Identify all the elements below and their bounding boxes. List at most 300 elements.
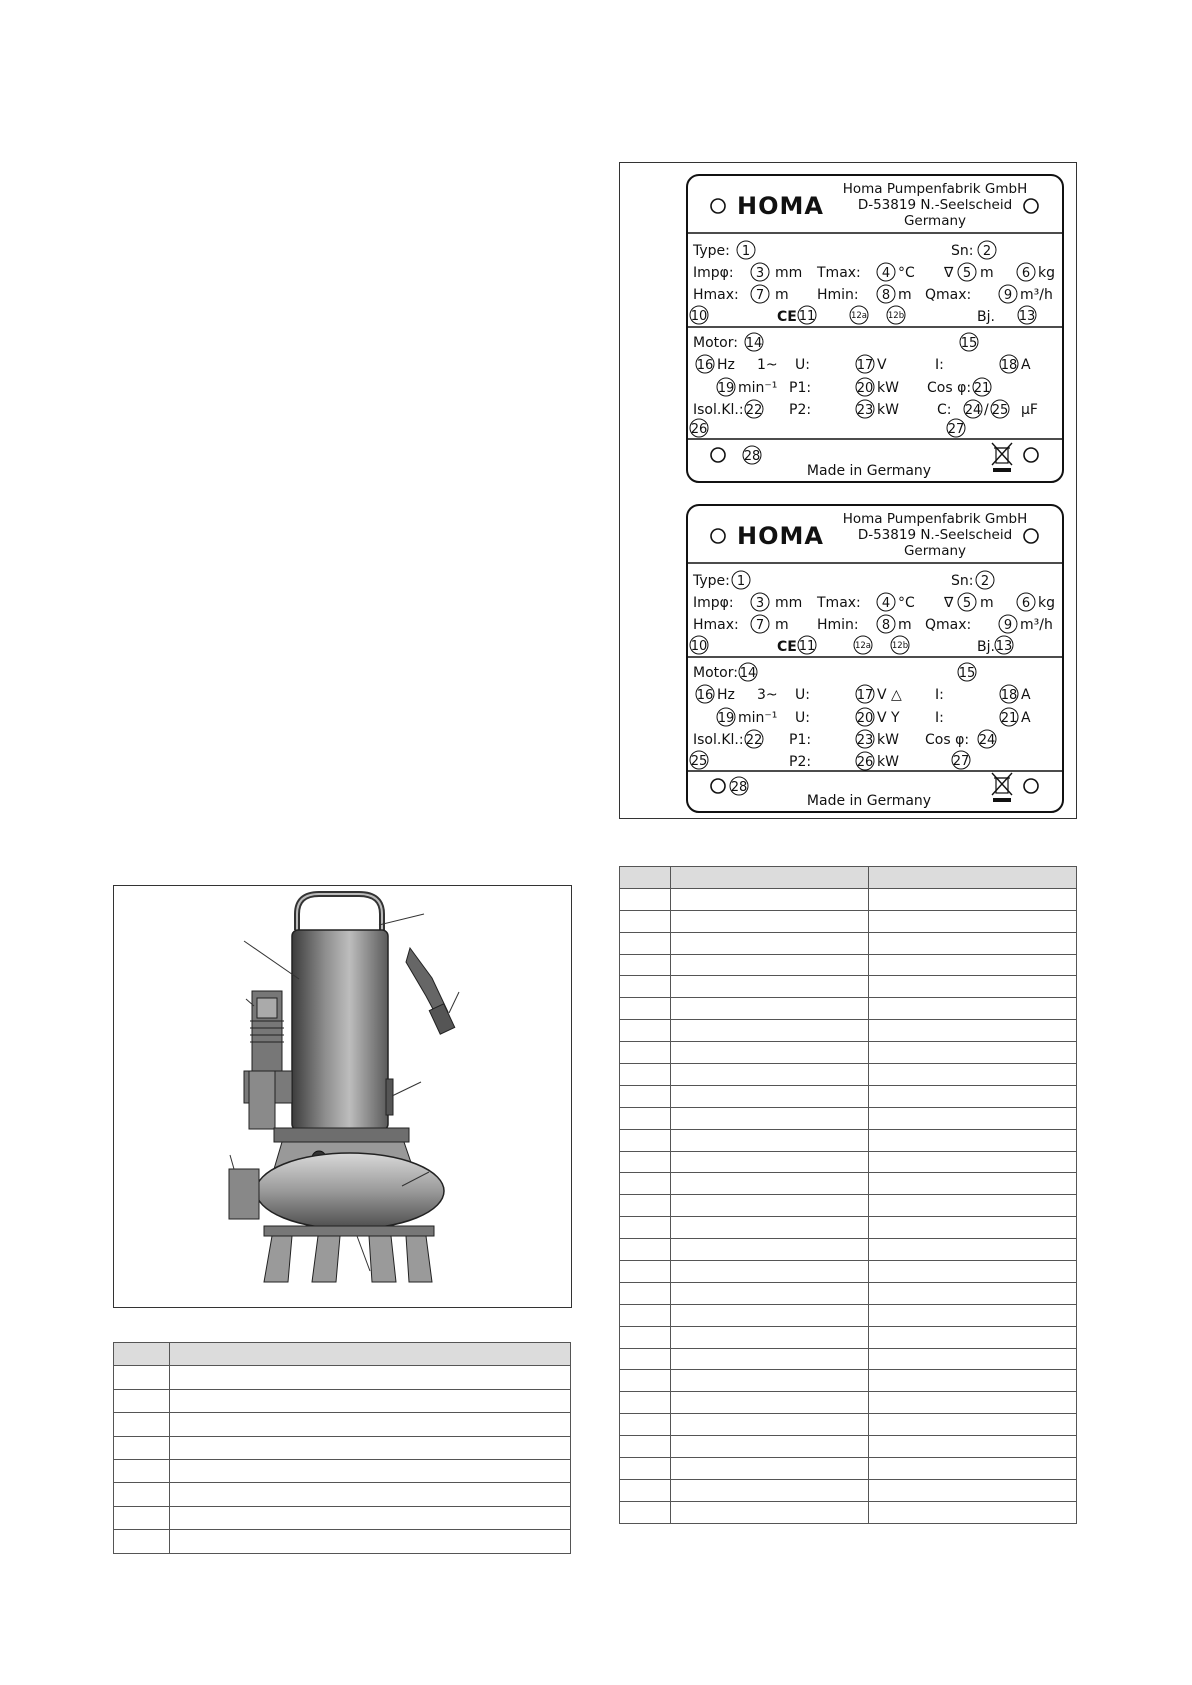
table-cell (620, 1392, 671, 1414)
label-p2: P2: (789, 754, 812, 770)
svg-text:1: 1 (736, 574, 746, 589)
table-header-row (620, 867, 1077, 889)
unit-m3h: m³/h (1020, 617, 1053, 633)
table-cell (620, 1064, 671, 1086)
unit-kw: kW (877, 732, 899, 748)
unit-v-star: V Y (877, 710, 900, 726)
parts-table (113, 1342, 571, 1554)
svg-text:14: 14 (745, 336, 763, 351)
table-cell (620, 998, 671, 1020)
table-cell (671, 1261, 869, 1283)
table-row (620, 1348, 1077, 1370)
unit-v-delta: V △ (877, 687, 902, 703)
table-row (620, 1261, 1077, 1283)
table-row (620, 1479, 1077, 1501)
header-cell (170, 1343, 571, 1366)
label-p1: P1: (789, 380, 812, 396)
svg-text:3: 3 (755, 266, 765, 281)
table-cell (620, 1020, 671, 1042)
label-hmin: Hmin: (817, 617, 859, 633)
svg-text:6: 6 (1021, 596, 1031, 611)
ce-mark-icon: CE (777, 639, 797, 655)
svg-text:8: 8 (881, 288, 891, 303)
svg-text:18: 18 (1000, 358, 1018, 373)
svg-text:22: 22 (745, 403, 763, 418)
mounting-hole-icon (1024, 448, 1038, 462)
table-cell (869, 888, 1077, 910)
table-cell (869, 1107, 1077, 1129)
float-switch (406, 948, 455, 1034)
table-row (620, 1173, 1077, 1195)
label-phase: 1~ (757, 357, 778, 373)
svg-text:1: 1 (741, 244, 751, 259)
svg-text:7: 7 (755, 618, 765, 633)
callout-12b (887, 306, 905, 324)
callout-18 (1000, 355, 1018, 373)
table-cell (869, 1304, 1077, 1326)
svg-text:17: 17 (856, 688, 874, 703)
callout-13 (1018, 306, 1036, 324)
callout-13 (995, 636, 1013, 654)
svg-text:12b: 12b (891, 641, 909, 651)
label-qmax: Qmax: (925, 617, 972, 633)
callout-7 (751, 285, 769, 303)
table-cell (869, 1173, 1077, 1195)
callout-2 (976, 571, 994, 589)
table-cell (869, 1042, 1077, 1064)
table-cell (869, 1348, 1077, 1370)
svg-text:4: 4 (881, 266, 891, 281)
label-hmax: Hmax: (693, 287, 739, 303)
header-cell (114, 1343, 170, 1366)
label-hmax: Hmax: (693, 617, 739, 633)
table-cell (869, 1020, 1077, 1042)
callout-16 (696, 685, 714, 703)
label-imp: Impφ: (693, 265, 734, 281)
table-cell (671, 1458, 869, 1480)
table-cell (869, 1195, 1077, 1217)
table-cell (620, 1282, 671, 1304)
svg-text:19: 19 (717, 711, 735, 726)
unit-hz: Hz (717, 357, 735, 373)
svg-text:11: 11 (798, 309, 816, 324)
water-level-icon: ∇ (944, 265, 954, 281)
company-address: D-53819 N.-Seelscheid (857, 197, 1013, 213)
table-cell (671, 1392, 869, 1414)
table-cell (869, 1085, 1077, 1107)
header-cell (620, 867, 671, 889)
table-cell (869, 932, 1077, 954)
svg-text:10: 10 (690, 309, 708, 324)
table-cell (114, 1436, 170, 1459)
mounting-hole-icon (711, 448, 725, 462)
label-tmax: Tmax: (817, 265, 861, 281)
svg-text:13: 13 (1018, 309, 1036, 324)
made-in-germany: Made in Germany (806, 793, 932, 809)
callout-12a (854, 636, 872, 654)
table-row (620, 1414, 1077, 1436)
label-c: C: (937, 402, 952, 418)
unit-m3h: m³/h (1020, 287, 1053, 303)
table-cell (620, 1458, 671, 1480)
table-cell (114, 1530, 170, 1553)
table-cell (620, 976, 671, 998)
table-cell (620, 1326, 671, 1348)
homa-logo: HOMA (737, 192, 824, 220)
label-qmax: Qmax: (925, 287, 972, 303)
unit-m: m (775, 287, 789, 303)
svg-text:19: 19 (717, 381, 735, 396)
slash: / (984, 402, 989, 418)
mounting-hole-icon (711, 199, 725, 213)
callout-1 (737, 241, 755, 259)
label-hmin: Hmin: (817, 287, 859, 303)
table-cell (671, 1195, 869, 1217)
callout-15 (958, 663, 976, 681)
unit-m: m (980, 595, 994, 611)
weee-bin-icon (992, 773, 1012, 802)
callout-19 (717, 378, 735, 396)
svg-text:10: 10 (690, 639, 708, 654)
volute-casing (256, 1153, 444, 1229)
table-cell (620, 1173, 671, 1195)
nameplates-svg (620, 163, 1076, 818)
table-cell (114, 1483, 170, 1506)
callout-14 (745, 333, 763, 351)
table-cell (671, 1436, 869, 1458)
company-country: Germany (903, 213, 967, 229)
svg-text:12b: 12b (887, 311, 905, 321)
svg-text:20: 20 (856, 381, 874, 396)
label-cos-phi: Cos φ: (927, 380, 972, 396)
mounting-hole-icon (711, 529, 725, 543)
label-bj: Bj. (977, 639, 995, 655)
svg-text:11: 11 (798, 639, 816, 654)
callout-16 (696, 355, 714, 373)
label-i: I: (935, 710, 944, 726)
callout-8 (877, 285, 895, 303)
table-cell (671, 1282, 869, 1304)
table-cell (620, 954, 671, 976)
unit-mm: mm (775, 265, 803, 281)
table-cell (869, 1326, 1077, 1348)
table-cell (671, 1151, 869, 1173)
svg-text:27: 27 (952, 754, 970, 769)
table-header-row (114, 1343, 571, 1366)
mounting-hole-icon (1024, 779, 1038, 793)
table-cell (620, 932, 671, 954)
callout-26 (690, 419, 708, 437)
callout-26 (856, 752, 874, 770)
label-i: I: (935, 687, 944, 703)
table-cell (671, 1304, 869, 1326)
svg-text:5: 5 (962, 596, 972, 611)
table-cell (170, 1413, 571, 1436)
callout-18 (1000, 685, 1018, 703)
cable-entry (386, 1079, 393, 1115)
svg-text:25: 25 (991, 403, 1009, 418)
unit-v: V (877, 357, 887, 373)
table-cell (671, 1085, 869, 1107)
table-row (114, 1413, 571, 1436)
table-cell (620, 1501, 671, 1523)
table-row (620, 932, 1077, 954)
table-cell (671, 888, 869, 910)
svg-text:2: 2 (980, 574, 990, 589)
table-cell (869, 1370, 1077, 1392)
callout-2 (978, 241, 996, 259)
label-sn: Sn: (951, 243, 974, 259)
unit-m: m (980, 265, 994, 281)
table-cell (869, 1501, 1077, 1523)
table-cell (671, 1173, 869, 1195)
unit-kw: kW (877, 380, 899, 396)
table-row (620, 1195, 1077, 1217)
table-cell (114, 1366, 170, 1389)
table-cell (671, 998, 869, 1020)
svg-text:16: 16 (696, 688, 714, 703)
svg-text:21: 21 (973, 381, 991, 396)
svg-text:9: 9 (1003, 288, 1013, 303)
label-p2: P2: (789, 402, 812, 418)
table-cell (170, 1459, 571, 1482)
table-cell (869, 1064, 1077, 1086)
table-row (620, 910, 1077, 932)
table-cell (671, 1129, 869, 1151)
table-cell (671, 1042, 869, 1064)
label-type: Type: (693, 573, 730, 589)
table-row (620, 1304, 1077, 1326)
company-country: Germany (903, 543, 967, 559)
svg-text:16: 16 (696, 358, 714, 373)
table-row (620, 1326, 1077, 1348)
callout-12b (891, 636, 909, 654)
table-row (114, 1436, 571, 1459)
table-cell (869, 1414, 1077, 1436)
callout-25 (991, 400, 1009, 418)
outlet-flange (229, 1169, 259, 1219)
handle (297, 894, 382, 930)
unit-a: A (1021, 687, 1031, 703)
nameplate-three-phase (687, 505, 1063, 812)
callout-7 (751, 615, 769, 633)
table-row (620, 1042, 1077, 1064)
unit-m: m (898, 617, 912, 633)
table-cell (869, 1458, 1077, 1480)
table-cell (869, 976, 1077, 998)
unit-degc: °C (898, 265, 915, 281)
mounting-hole-icon (1024, 529, 1038, 543)
pump-feet (264, 1236, 432, 1282)
table-cell (114, 1389, 170, 1412)
table-cell (170, 1506, 571, 1529)
callout-21 (1000, 708, 1018, 726)
unit-min: min⁻¹ (738, 380, 778, 396)
table-cell (671, 932, 869, 954)
table-cell (869, 1392, 1077, 1414)
table-cell (620, 1217, 671, 1239)
callout-22 (745, 400, 763, 418)
table-row (114, 1459, 571, 1482)
table-row (114, 1506, 571, 1529)
table-cell (620, 910, 671, 932)
callout-20 (856, 378, 874, 396)
callout-28 (743, 446, 761, 464)
table-cell (170, 1530, 571, 1553)
table-cell (170, 1389, 571, 1412)
table-row (114, 1366, 571, 1389)
label-isol: Isol.Kl.: (693, 402, 744, 418)
unit-hz: Hz (717, 687, 735, 703)
label-type: Type: (693, 243, 730, 259)
callout-19 (717, 708, 735, 726)
callout-8 (877, 615, 895, 633)
table-cell (671, 910, 869, 932)
table-cell (869, 1436, 1077, 1458)
unit-uf: µF (1021, 402, 1038, 418)
svg-text:27: 27 (947, 422, 965, 437)
callout-12a (850, 306, 868, 324)
table-cell (869, 1282, 1077, 1304)
callout-23 (856, 730, 874, 748)
label-isol: Isol.Kl.: (693, 732, 744, 748)
callout-14 (739, 663, 757, 681)
svg-text:6: 6 (1021, 266, 1031, 281)
table-cell (869, 1151, 1077, 1173)
svg-text:28: 28 (730, 780, 748, 795)
callout-21 (973, 378, 991, 396)
callout-10 (690, 636, 708, 654)
callout-4 (877, 593, 895, 611)
callout-1 (732, 571, 750, 589)
nameplate-single-phase (687, 175, 1063, 482)
table-row (620, 1436, 1077, 1458)
svg-text:7: 7 (755, 288, 765, 303)
header-cell (671, 867, 869, 889)
label-u: U: (795, 357, 810, 373)
label-tmax: Tmax: (817, 595, 861, 611)
callout-24 (978, 730, 996, 748)
callout-24 (964, 400, 982, 418)
legend-table (619, 866, 1077, 1524)
callout-27 (952, 751, 970, 769)
svg-text:23: 23 (856, 403, 874, 418)
callout-10 (690, 306, 708, 324)
table-cell (114, 1506, 170, 1529)
label-cos-phi: Cos φ: (925, 732, 970, 748)
table-cell (170, 1483, 571, 1506)
table-row (620, 1107, 1077, 1129)
svg-text:22: 22 (745, 733, 763, 748)
svg-text:4: 4 (881, 596, 891, 611)
nameplates-figure (619, 162, 1077, 819)
callout-27 (947, 419, 965, 437)
table-cell (671, 1239, 869, 1261)
table-cell (671, 1479, 869, 1501)
svg-text:15: 15 (960, 336, 978, 351)
pump-figure (113, 885, 572, 1308)
table-cell (170, 1366, 571, 1389)
table-cell (869, 998, 1077, 1020)
table-cell (869, 954, 1077, 976)
table-cell (671, 1107, 869, 1129)
table-row (620, 998, 1077, 1020)
callout-5 (958, 593, 976, 611)
callout-11 (798, 636, 816, 654)
table-row (114, 1389, 571, 1412)
table-row (620, 1020, 1077, 1042)
flange (274, 1128, 409, 1142)
ce-mark-icon: CE (777, 309, 797, 325)
table-cell (620, 1414, 671, 1436)
table-cell (671, 976, 869, 998)
unit-a: A (1021, 357, 1031, 373)
svg-text:26: 26 (690, 422, 708, 437)
callout-22 (745, 730, 763, 748)
unit-kw: kW (877, 754, 899, 770)
label-p1: P1: (789, 732, 812, 748)
unit-m: m (898, 287, 912, 303)
table-cell (869, 1479, 1077, 1501)
table-row (620, 1282, 1077, 1304)
table-cell (869, 1217, 1077, 1239)
weee-bin-icon (992, 443, 1012, 472)
callout-3 (751, 593, 769, 611)
svg-text:20: 20 (856, 711, 874, 726)
svg-text:18: 18 (1000, 688, 1018, 703)
svg-text:15: 15 (958, 666, 976, 681)
table-cell (114, 1413, 170, 1436)
svg-text:21: 21 (1000, 711, 1018, 726)
pump-drawing (114, 886, 571, 1307)
table-cell (620, 1304, 671, 1326)
callout-20 (856, 708, 874, 726)
svg-text:5: 5 (962, 266, 972, 281)
table-cell (869, 910, 1077, 932)
label-bj: Bj. (977, 309, 995, 325)
table-cell (620, 1370, 671, 1392)
table-row (620, 1085, 1077, 1107)
table-row (620, 1151, 1077, 1173)
svg-text:8: 8 (881, 618, 891, 633)
callout-23 (856, 400, 874, 418)
callout-4 (877, 263, 895, 281)
unit-mm: mm (775, 595, 803, 611)
label-motor: Motor: (693, 335, 738, 351)
callout-15 (960, 333, 978, 351)
table-row (620, 954, 1077, 976)
table-cell (671, 1064, 869, 1086)
label-u: U: (795, 687, 810, 703)
svg-text:26: 26 (856, 755, 874, 770)
mounting-hole-icon (1024, 199, 1038, 213)
table-cell (620, 1195, 671, 1217)
unit-kw: kW (877, 402, 899, 418)
unit-m: m (775, 617, 789, 633)
callout-11 (798, 306, 816, 324)
svg-text:28: 28 (743, 449, 761, 464)
callout-17 (856, 685, 874, 703)
label-u: U: (795, 710, 810, 726)
table-cell (671, 1217, 869, 1239)
svg-text:9: 9 (1003, 618, 1013, 633)
company-address: D-53819 N.-Seelscheid (857, 527, 1013, 543)
table-cell (671, 954, 869, 976)
made-in-germany: Made in Germany (806, 463, 932, 479)
table-row (620, 1392, 1077, 1414)
table-cell (114, 1459, 170, 1482)
table-row (114, 1483, 571, 1506)
